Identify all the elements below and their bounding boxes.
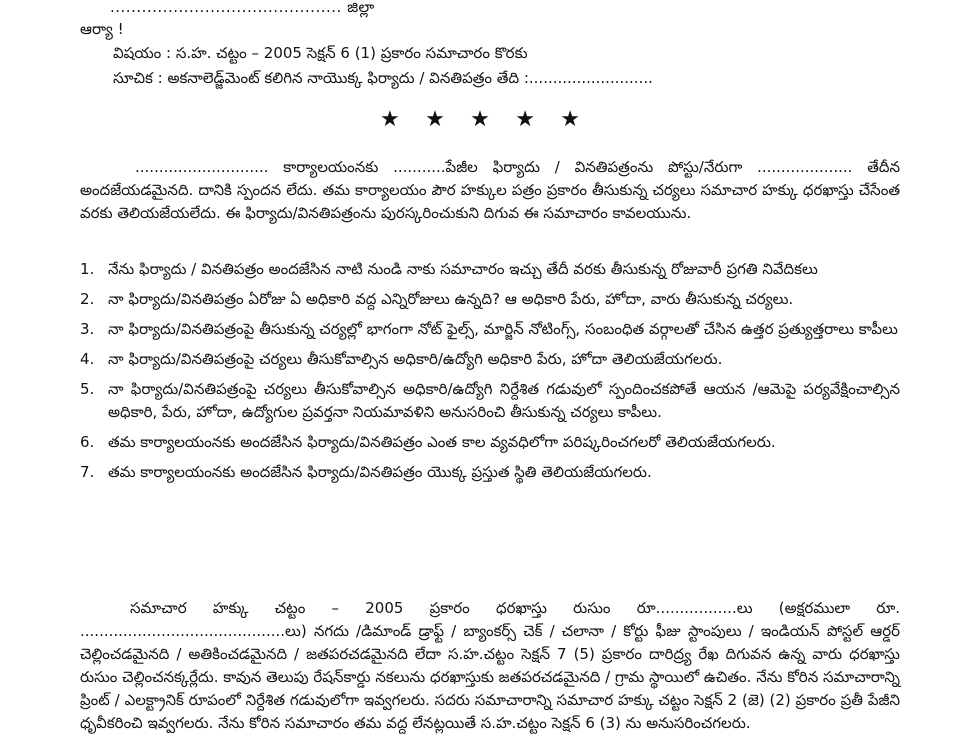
item-number: 6. [80,433,95,451]
item-number: 1. [80,260,95,278]
item-text: నా ఫిర్యాదు/వినతిపత్రంపై చర్యలు తీసుకోవాల్సిన అధికారి/ఉద్యోగి అధికారి పేరు, హోదా తెలియజేయగలరు. [108,350,723,368]
item-number: 7. [80,463,95,481]
star-icon: ★ [425,107,445,132]
item-text: తమ కార్యాలయంనకు అందజేసిన ఫిర్యాదు/వినతిపత్రం యొక్క ప్రస్తుత స్థితి తెలియజేయగలరు. [108,463,652,481]
item-text: నా ఫిర్యాదు/వినతిపత్రం ఏరోజు ఏ అధికారి వద్ద ఎన్నిరోజులు ఉన్నది? ఆ అధికారి పేరు, హోదా, వారు తీసుకున్న చర్యలు. [108,290,794,308]
item-text: నా ఫిర్యాదు/వినతిపత్రంపై చర్యలు తీసుకోవాల్సిన అధికారి/ఉద్యోగి నిర్దేశిత గడువులో స్పందించకపోతే ఆయన /ఆమెపై పర్యవేక్షించాల్సిన అధికారి, పేరు, హోదా, ఉద్యోగుల ప్రవర్తనా నియమావళిని అనుసరించి తీసుకున్న చర్యలు కాపీలు. [108,380,900,421]
fee-paragraph: సమాచార హక్కు చట్టం – 2005 ప్రకారం ధరఖాస్తు రుసుం రూ.................లు (అక్షరములా రూ. ...........................................లు) నగదు /డిమాండ్ డ్రాఫ్ట్ / బ్యాంకర్స్ చెక్ / చలానా / కోర్టు ఫీజు స్టాంపులు / ఇండియన్ పోస్టల్ ఆర్డర్ చెల్లించడమైనది / అతికించడమైనది / జతపరచడమైనది లేదా స.హ.చట్టం సెక్షన్ 7 (5) ప్రకారం దారిద్ర్య రేఖ దిగువన ఉన్న వారు ధరఖాస్తు రుసుం చెల్లించనక్కర్లేదు. కావున తెలుపు రేషన్‌కార్డు నకలును ధరఖాస్తుకు జతపరచడమైనది / గ్రామ స్థాయిలో ఉచితం. నేను కోరిన సమాచారాన్ని ప్రింట్ / ఎలక్ట్రానిక్ రూపంలో నిర్దేశిత గడువులోగా ఇవ్వగలరు. సదరు సమాచారాన్ని సమాచార హక్కు చట్టం సెక్షన్ 2 (జె) (2) ప్రకారం ప్రతీ పేజీని ధృవీకరించి ఇవ్వగలరు. నేను కోరిన సమాచారం తమ వద్ద లేనట్లయితే స.హ.చట్టం సెక్షన్ 6 (3) ను అనుసరించగలరు. [80,599,900,732]
list-item [80,318,900,341]
intro-paragraph: ............................ కార్యాలయంనకు ...........పేజీల ఫిర్యాదు / వినతిపత్రంను పోస్టు/నేరుగా .................... తేదీన అందజేయడమైనది. దానికి స్పందన లేదు. తమ కార్యాలయం పౌర హక్కుల పత్రం ప్రకారం తీసుకున్న చర్యలు సమాచార హక్కు ధరఖాస్తు చేసేంత వరకు తెలియజేయలేదు. ఈ ఫిర్యాదు/వినతిపత్రంను పురస్కరించుకుని దిగువ ఈ సమాచారం కావలయును. [80,158,900,222]
list-item [80,431,900,454]
list-item [80,348,900,371]
salutation: ఆర్యా ! [80,20,124,38]
item-text: తమ కార్యాలయంనకు అందజేసిన ఫిర్యాదు/వినతిపత్రం ఎంత కాల వ్యవధిలోగా పరిష్కరించగలరో తెలియజేయగలరు. [108,433,776,451]
star-icon: ★ [380,107,400,132]
item-text: నేను ఫిర్యాదు / వినతిపత్రం అందజేసిన నాటి నుండి నాకు సమాచారం ఇచ్చు తేదీ వరకు తీసుకున్న రోజువారీ ప్రగతి నివేదికలు [108,260,818,278]
list-item [80,288,900,311]
reference-line: సూచిక : అకనాలెడ్జ్‌మెంట్ కలిగిన నాయొక్క ఫిర్యాదు / వినతిపత్రం తేది :.......................... [113,69,653,87]
star-separator [380,107,580,133]
subject-line: విషయం : స.హ. చట్టం – 2005 సెక్షన్ 6 (1) ప్రకారం సమాచారం కొరకు [113,44,528,62]
star-icon: ★ [515,107,535,132]
list-item [80,258,900,281]
item-number: 5. [80,380,95,398]
star-icon: ★ [470,107,490,132]
district-line: ............................................ జిల్లా [110,0,375,16]
item-number: 3. [80,320,95,338]
item-text: నా ఫిర్యాదు/వినతిపత్రంపై తీసుకున్న చర్యల్లో భాగంగా నోట్ ఫైల్స్, మార్జిన్ నోటింగ్స్, సంబంధిత వర్గాలతో చేసిన ఉత్తర ప్రత్యుత్తరాలు కాపీలు [108,320,898,338]
list-item [80,461,900,484]
item-number: 2. [80,290,95,308]
item-number: 4. [80,350,95,368]
star-icon: ★ [560,107,580,132]
request-list [80,258,900,491]
list-item [80,378,900,424]
